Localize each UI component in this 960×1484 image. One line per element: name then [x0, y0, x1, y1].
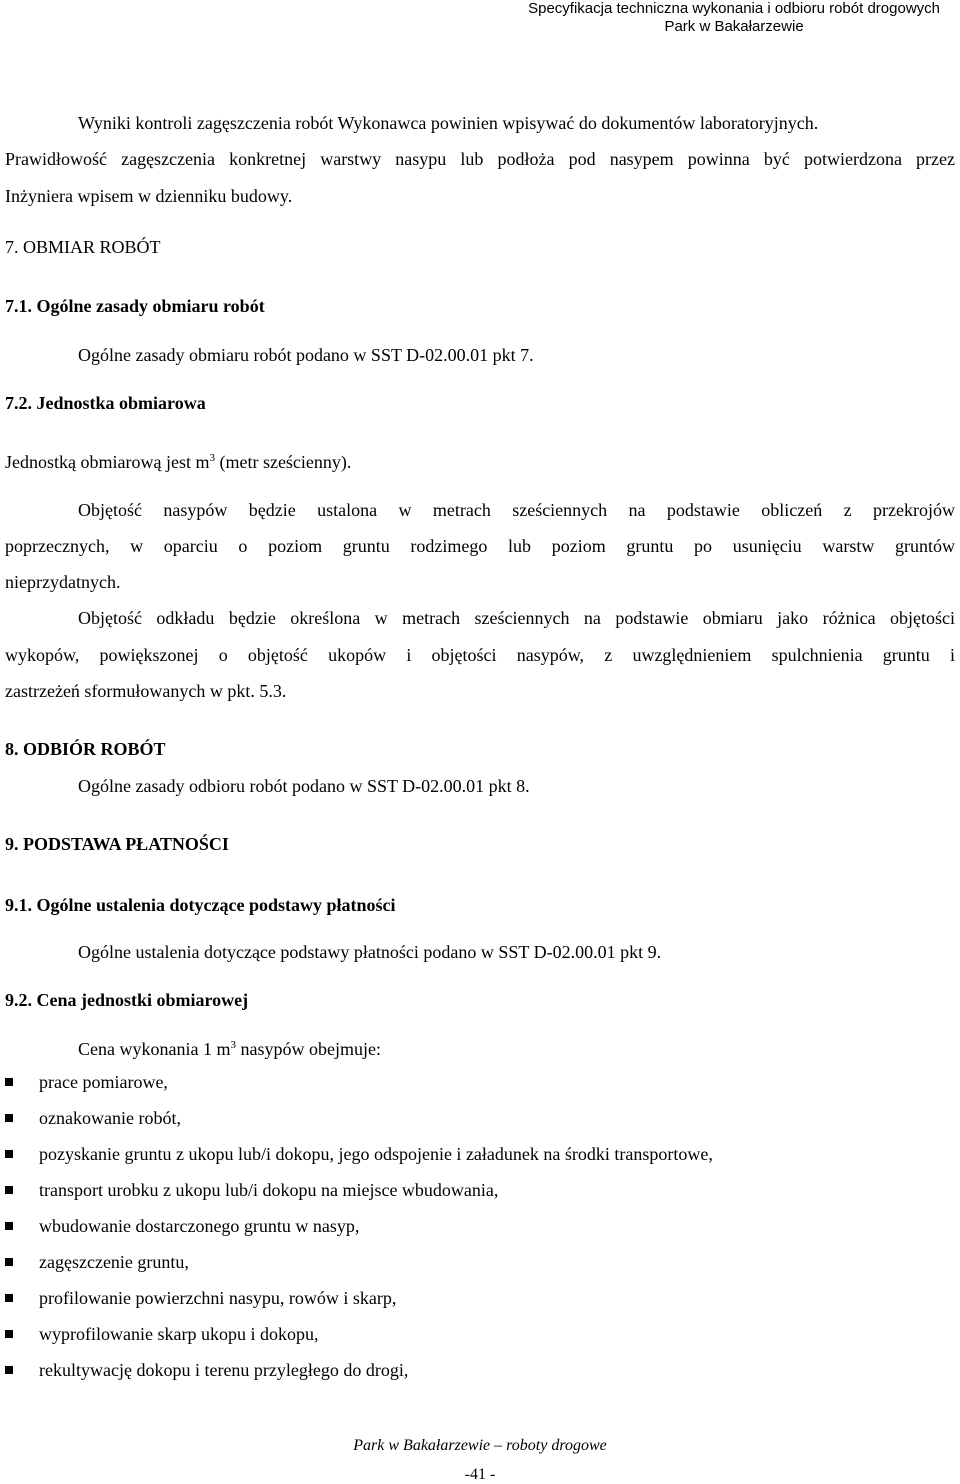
subsection-text: Ogólne ustalenia dotyczące podstawy płatności podano w SST D-02.00.01 pkt 9.: [78, 942, 662, 962]
subsection-heading: 9.2. Cena jednostki obmiarowej: [5, 990, 249, 1010]
unit-text: [5, 451, 351, 473]
square-bullet-icon: [5, 1114, 13, 1122]
price-intro-tail: nasypów obejmuje:: [235, 1039, 381, 1059]
header-doc-title: Specyfikacja techniczna wykonania i odbioru robót drogowych: [528, 0, 940, 17]
list-item-text: transport urobku z ukopu lub/i dokopu na miejsce wbudowania,: [39, 1180, 499, 1200]
subsection-text: Ogólne zasady obmiaru robót podano w SST D-02.00.01 pkt 7.: [78, 345, 534, 365]
paragraph-line-text: Objętość odkładu będzie określona w metrach sześciennych na podstawie obmiaru jako różnica objętości: [78, 608, 955, 628]
square-bullet-icon: [5, 1330, 13, 1338]
list-item-text: wyprofilowanie skarp ukopu i dokopu,: [39, 1324, 319, 1344]
header-project-name: Park w Bakałarzewie: [664, 18, 804, 35]
section-heading: 7. OBMIAR ROBÓT: [5, 237, 161, 257]
paragraph-line: [78, 499, 955, 521]
square-bullet-icon: [5, 1366, 13, 1374]
unit-exponent: 3: [209, 452, 215, 464]
square-bullet-icon: [5, 1258, 13, 1266]
square-bullet-icon: [5, 1078, 13, 1086]
paragraph-line: wykopów, powiększonej o objętość ukopów i objętości nasypów, z uwzględnieniem spulchnienia gruntu i: [5, 645, 955, 665]
paragraph-line: nieprzydatnych.: [5, 572, 121, 592]
footer-title: Park w Bakałarzewie – roboty drogowe: [353, 1437, 607, 1454]
section-heading: 8. ODBIÓR ROBÓT: [5, 739, 166, 759]
paragraph-line: Prawidłowość zagęszczenia konkretnej warstwy nasypu lub podłoża pod nasypem powinna być potwierdzona przez: [5, 149, 955, 169]
subsection-heading: 7.2. Jednostka obmiarowa: [5, 393, 206, 413]
paragraph-line-text: Objętość nasypów będzie ustalona w metrach sześciennych na podstawie obliczeń z przekrojów: [78, 500, 955, 520]
subsection-heading: 7.1. Ogólne zasady obmiaru robót: [5, 296, 265, 316]
paragraph-line: zastrzeżeń sformułowanych w pkt. 5.3.: [5, 681, 287, 701]
subsection-heading: 9.1. Ogólne ustalenia dotyczące podstawy płatności: [5, 895, 396, 915]
list-item-text: profilowanie powierzchni nasypu, rowów i skarp,: [39, 1288, 397, 1308]
square-bullet-icon: [5, 1222, 13, 1230]
square-bullet-icon: [5, 1294, 13, 1302]
unit-text-main: Jednostką obmiarową jest m: [5, 452, 210, 472]
list-item-text: wbudowanie dostarczonego gruntu w nasyp,: [39, 1216, 360, 1236]
square-bullet-icon: [5, 1150, 13, 1158]
list-item-text: zagęszczenie gruntu,: [39, 1252, 189, 1272]
price-intro-main: Cena wykonania 1 m: [78, 1039, 231, 1059]
price-intro: [78, 1038, 381, 1060]
list-item-text: rekultywację dokopu i terenu przyległego do drogi,: [39, 1360, 409, 1380]
page-header: [528, 0, 940, 36]
price-exponent: 3: [230, 1039, 236, 1051]
paragraph-line: [78, 607, 955, 629]
list-item-text: pozyskanie gruntu z ukopu lub/i dokopu, jego odspojenie i załadunek na środki transportowe,: [39, 1144, 713, 1164]
paragraph-line: Inżyniera wpisem w dzienniku budowy.: [5, 186, 293, 206]
paragraph-line: Wyniki kontroli zagęszczenia robót Wykonawca powinien wpisywać do dokumentów laboratoryjnych.: [78, 113, 819, 133]
section-heading: 9. PODSTAWA PŁATNOŚCI: [5, 834, 229, 854]
paragraph-line: poprzecznych, w oparciu o poziom gruntu rodzimego lub poziom gruntu po usunięciu warstw gruntów: [5, 536, 955, 556]
list-item-text: oznakowanie robót,: [39, 1108, 181, 1128]
page-number: -41 -: [464, 1466, 496, 1483]
section-text: Ogólne zasady odbioru robót podano w SST D-02.00.01 pkt 8.: [78, 776, 530, 796]
unit-text-tail: (metr sześcienny).: [214, 452, 352, 472]
list-item-text: prace pomiarowe,: [39, 1072, 168, 1092]
square-bullet-icon: [5, 1186, 13, 1194]
